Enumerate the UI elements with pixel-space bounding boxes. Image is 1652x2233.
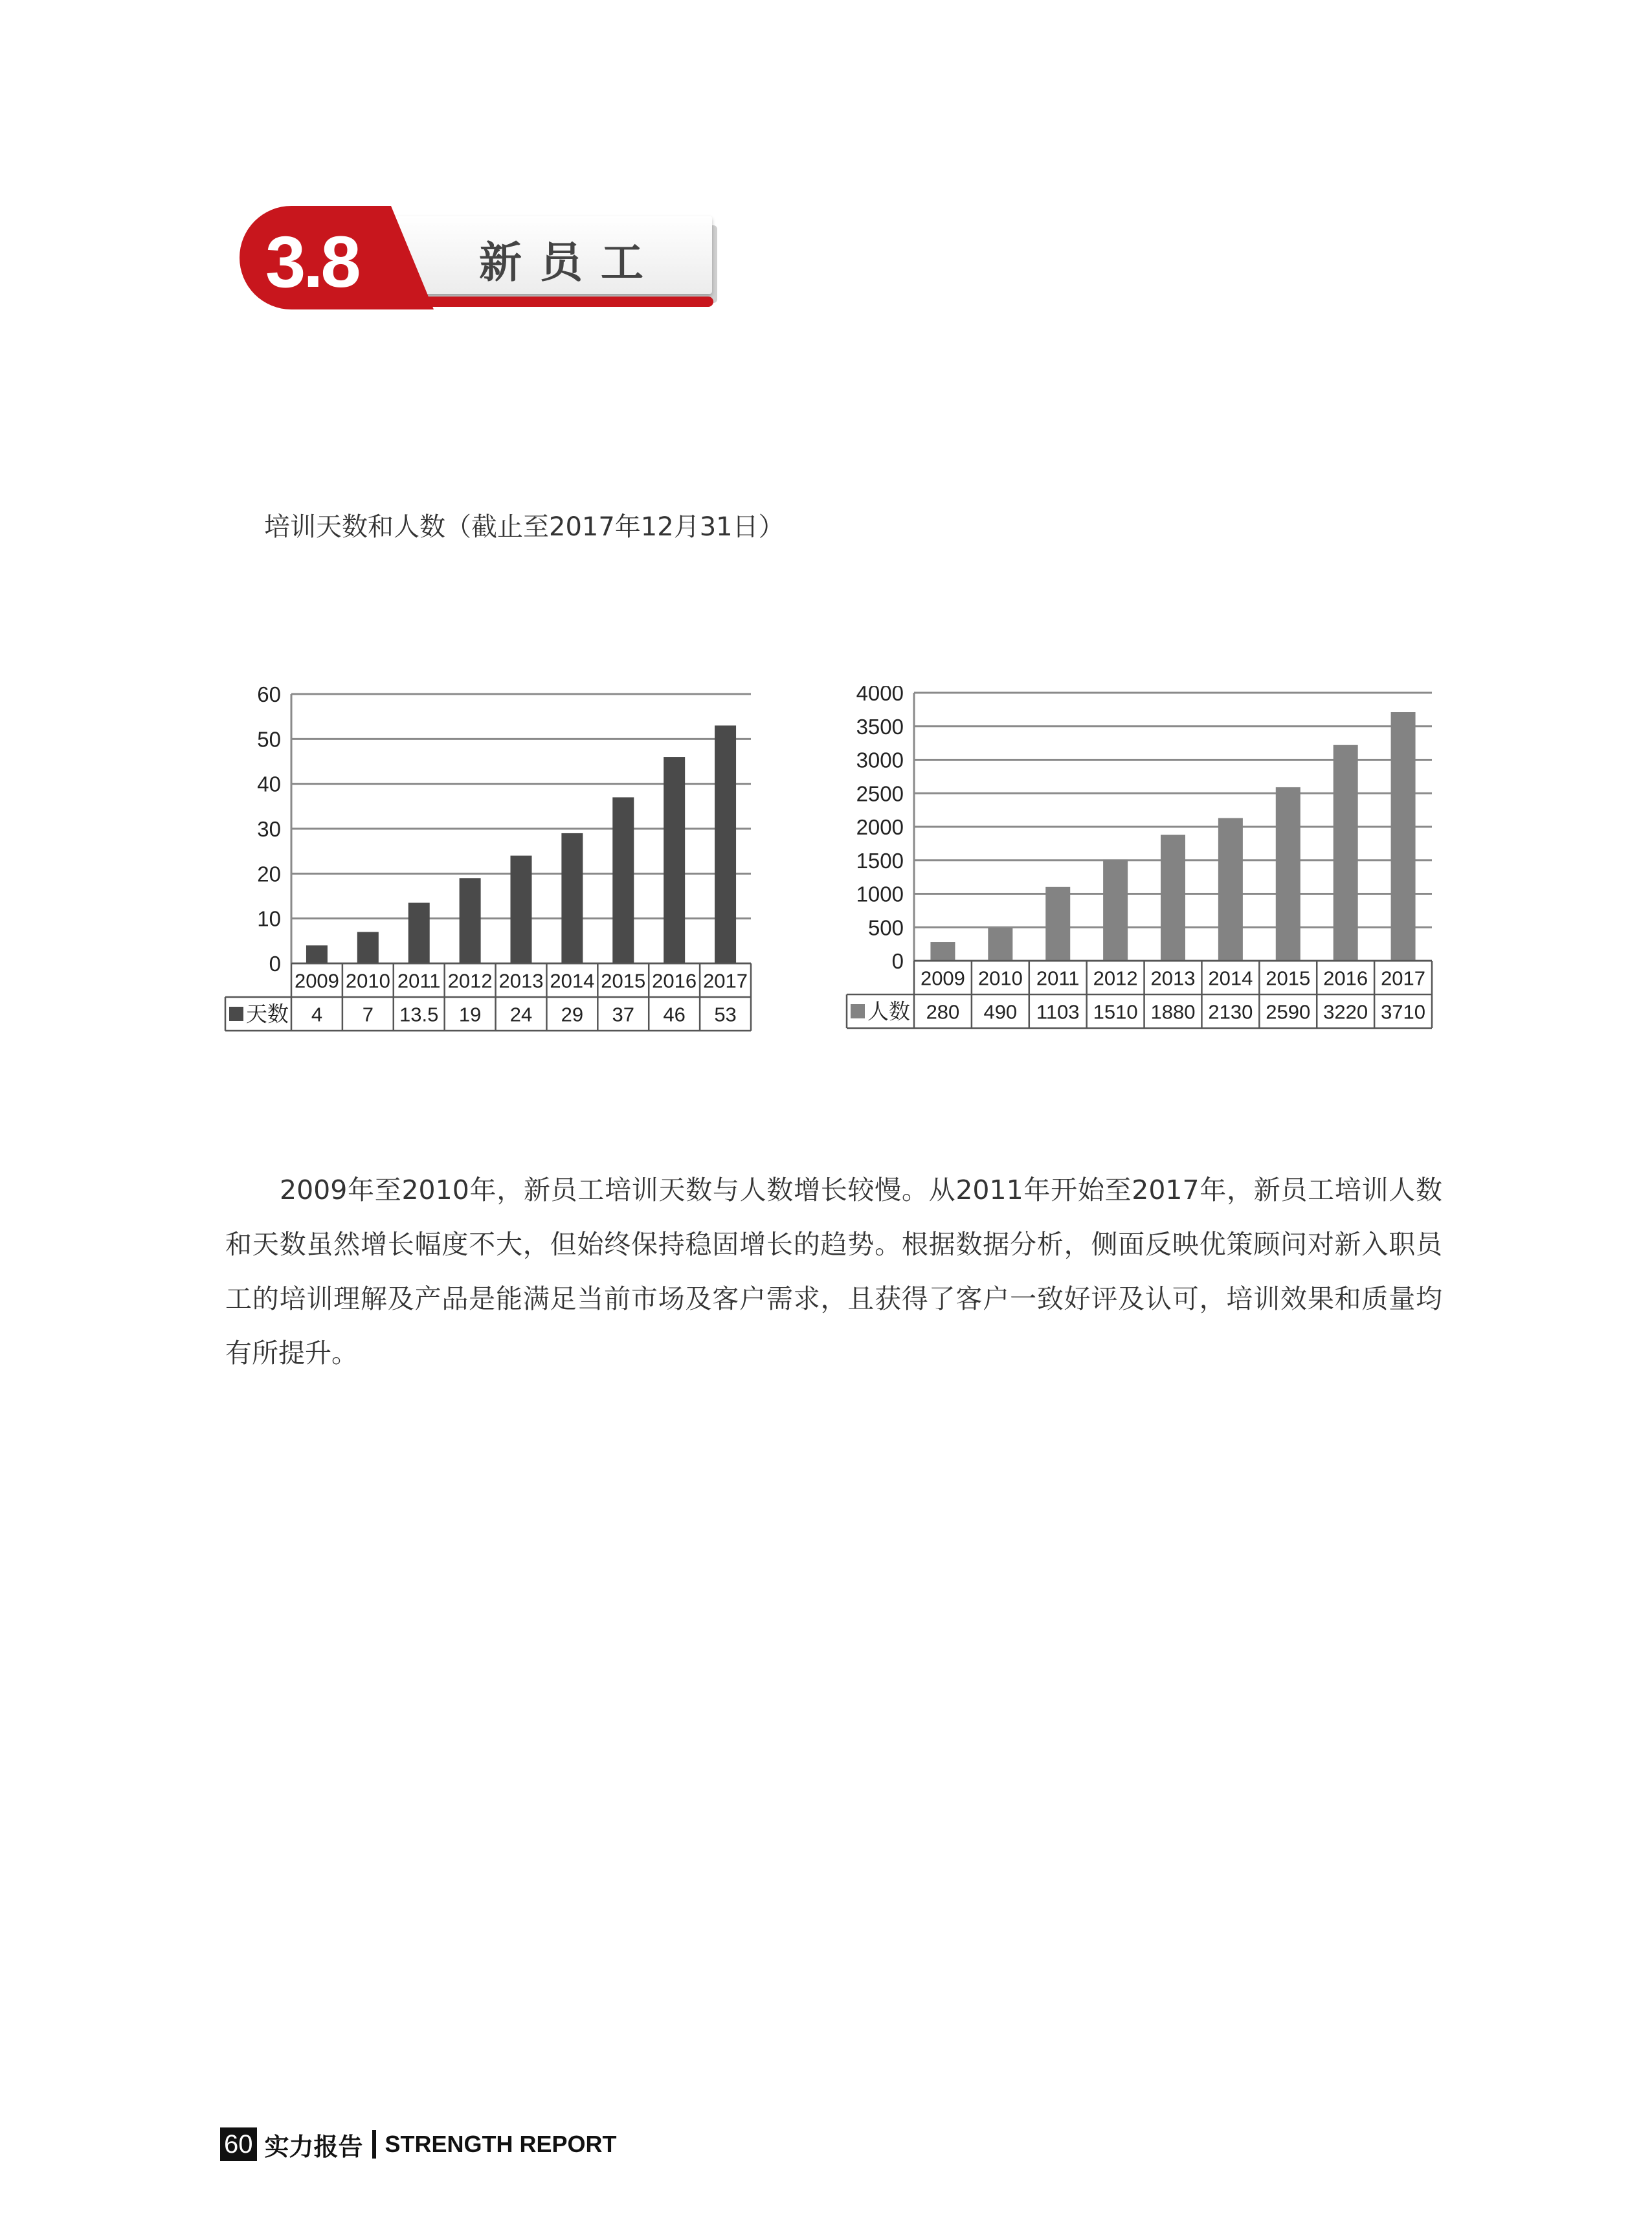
x-category-label: 2014: [1208, 967, 1253, 990]
y-tick-label: 30: [257, 817, 281, 841]
x-category-label: 2016: [1323, 967, 1368, 990]
bar: [1218, 818, 1243, 961]
y-tick-label: 20: [257, 862, 281, 886]
footer-brand: 实力报告: [264, 2132, 363, 2161]
legend-label: 人数: [867, 998, 910, 1024]
x-category-label: 2015: [601, 969, 646, 993]
x-category-label: 2012: [447, 969, 493, 993]
training-people-chart: [842, 686, 1450, 1049]
x-category-label: 2011: [1036, 967, 1080, 990]
x-category-label: 2017: [1381, 967, 1426, 990]
y-tick-label: 2500: [856, 781, 904, 806]
footer-brand-en: STRENGTH REPORT: [385, 2131, 617, 2157]
x-category-label: 2017: [703, 969, 748, 993]
footer-divider: [372, 2130, 376, 2159]
data-value-label: 53: [714, 1003, 737, 1026]
training-days-chart-svg: [220, 686, 777, 1049]
data-value-label: 1510: [1093, 1000, 1138, 1024]
bar: [561, 833, 583, 963]
data-value-label: 46: [663, 1003, 686, 1026]
data-value-label: 1103: [1036, 1000, 1080, 1024]
section-number: 3.8: [265, 221, 359, 302]
y-tick-label: 0: [891, 949, 904, 973]
bar: [408, 903, 430, 963]
data-value-label: 37: [612, 1003, 635, 1026]
data-value-label: 13.5: [399, 1003, 439, 1026]
x-category-label: 2009: [920, 967, 965, 990]
x-category-label: 2009: [294, 969, 339, 993]
y-tick-label: 50: [257, 727, 281, 752]
data-value-label: 7: [362, 1003, 374, 1026]
legend-swatch: [229, 1007, 243, 1021]
y-tick-label: 4000: [856, 686, 904, 705]
x-category-label: 2013: [1150, 967, 1196, 990]
section-header: [233, 201, 725, 317]
bar: [1103, 860, 1128, 961]
bar: [715, 726, 736, 963]
data-value-label: 24: [509, 1003, 533, 1026]
y-tick-label: 60: [257, 686, 281, 706]
y-tick-label: 500: [867, 915, 904, 940]
bar: [511, 856, 532, 963]
training-days-chart: [220, 686, 777, 1049]
x-category-label: 2014: [550, 969, 595, 993]
section-title: 新员工: [479, 238, 662, 287]
page-footer: [220, 2126, 617, 2162]
legend-swatch: [851, 1004, 865, 1018]
data-value-label: 4: [311, 1003, 323, 1026]
bar: [1276, 787, 1300, 961]
data-value-label: 2590: [1266, 1000, 1311, 1024]
y-tick-label: 40: [257, 772, 281, 796]
x-category-label: 2010: [345, 969, 390, 993]
data-value-label: 19: [458, 1003, 482, 1026]
training-people-chart-svg: [842, 686, 1450, 1049]
bar: [664, 757, 685, 963]
bar: [612, 797, 634, 963]
data-value-label: 1880: [1150, 1000, 1196, 1024]
x-category-label: 2012: [1093, 967, 1138, 990]
y-tick-label: 3000: [856, 748, 904, 772]
x-category-label: 2016: [652, 969, 697, 993]
data-value-label: 3710: [1381, 1000, 1426, 1024]
bar: [357, 932, 379, 963]
bar: [1161, 835, 1185, 961]
y-tick-label: 10: [257, 906, 281, 931]
bar: [1391, 712, 1416, 961]
bar: [460, 878, 481, 963]
x-category-label: 2010: [977, 967, 1023, 990]
bar: [1045, 887, 1070, 961]
chart-caption: 培训天数和人数（截止至2017年12月31日）: [264, 512, 785, 542]
page-number: 60: [220, 2127, 257, 2161]
bar: [306, 945, 328, 963]
y-tick-label: 2000: [856, 815, 904, 839]
x-category-label: 2015: [1266, 967, 1311, 990]
analysis-paragraph: 2009年至2010年，新员工培训天数与人数增长较慢。从2011年开始至2017年，新员工培训人数和天数虽然增长幅度不大，但始终保持稳固增长的趋势。根据数据分析，侧面反映优策顾问对新入职员工的培训理解及产品是能满足当前市场及客户需求，且获得了客户一致好评及认可，培训效果和质量均有所提升。: [225, 1174, 1442, 1369]
data-value-label: 2130: [1208, 1000, 1253, 1024]
data-value-label: 29: [561, 1003, 584, 1026]
data-value-label: 3220: [1323, 1000, 1368, 1024]
y-tick-label: 1500: [856, 848, 904, 873]
data-value-label: 490: [983, 1000, 1018, 1024]
bar: [988, 928, 1012, 961]
bar: [1334, 745, 1358, 961]
x-category-label: 2013: [498, 969, 544, 993]
y-tick-label: 1000: [856, 882, 904, 906]
y-tick-label: 0: [269, 952, 281, 976]
x-category-label: 2011: [397, 969, 441, 993]
y-tick-label: 3500: [856, 714, 904, 739]
bar: [930, 942, 955, 961]
legend-label: 天数: [246, 1001, 289, 1027]
data-value-label: 280: [926, 1000, 960, 1024]
